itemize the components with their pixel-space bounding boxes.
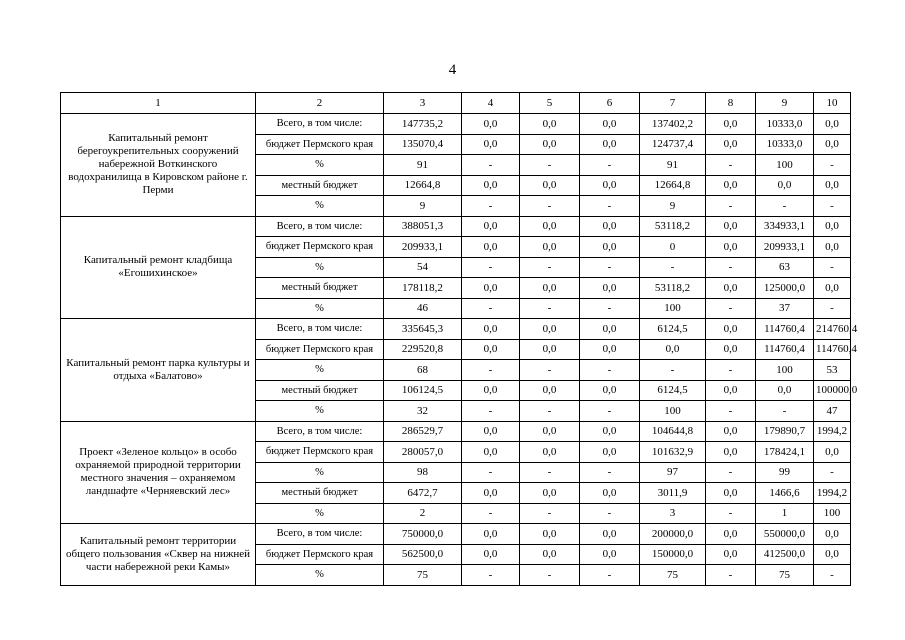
table-cell: 0,0: [520, 524, 580, 545]
table-cell: 3011,9: [640, 483, 706, 504]
funding-source: местный бюджет: [256, 175, 384, 196]
table-cell: -: [814, 257, 851, 278]
project-name: Капитальный ремонт территории общего пользования «Сквер на нижней части набережной реки Камы»: [61, 524, 256, 586]
table-cell: 0,0: [462, 114, 520, 135]
table-cell: 53118,2: [640, 278, 706, 299]
table-cell: 0,0: [462, 442, 520, 463]
table-cell: 280057,0: [384, 442, 462, 463]
table-cell: -: [462, 257, 520, 278]
column-header: 6: [580, 93, 640, 114]
table-cell: -: [706, 257, 756, 278]
table-cell: 1466,6: [756, 483, 814, 504]
table-cell: -: [640, 360, 706, 381]
funding-source: бюджет Пермского края: [256, 237, 384, 258]
funding-source: бюджет Пермского края: [256, 134, 384, 155]
table-cell: 388051,3: [384, 216, 462, 237]
budget-table: [60, 92, 858, 586]
table-cell: 104644,8: [640, 421, 706, 442]
table-cell: -: [520, 401, 580, 422]
table-cell: 100: [640, 298, 706, 319]
table-cell: 550000,0: [756, 524, 814, 545]
column-header: 5: [520, 93, 580, 114]
project-name: Капитальный ремонт берегоукрепительных сооружений набережной Воткинского водохранилища в Кировском районе г. Перми: [61, 114, 256, 217]
table-cell: 0,0: [462, 134, 520, 155]
funding-source: %: [256, 565, 384, 586]
table-cell: 0,0: [462, 483, 520, 504]
column-header: 3: [384, 93, 462, 114]
project-name: Капитальный ремонт кладбища «Егошихинское»: [61, 216, 256, 319]
table-cell: 750000,0: [384, 524, 462, 545]
table-cell: -: [706, 401, 756, 422]
table-cell: 9: [384, 196, 462, 217]
table-cell: 114760,4: [756, 319, 814, 340]
table-cell: 0,0: [520, 114, 580, 135]
table-cell: 0,0: [580, 339, 640, 360]
table-cell: 114760,4: [814, 339, 851, 360]
funding-source: %: [256, 257, 384, 278]
table-cell: -: [462, 196, 520, 217]
table-cell: 0,0: [756, 175, 814, 196]
table-cell: -: [462, 565, 520, 586]
table-cell: 200000,0: [640, 524, 706, 545]
table-cell: 0,0: [462, 216, 520, 237]
table-cell: -: [706, 462, 756, 483]
table-cell: 214760,4: [814, 319, 851, 340]
funding-source: бюджет Пермского края: [256, 544, 384, 565]
table-cell: 0,0: [706, 114, 756, 135]
table-cell: -: [520, 155, 580, 176]
table-cell: -: [814, 565, 851, 586]
table-cell: -: [462, 462, 520, 483]
table-cell: 53118,2: [640, 216, 706, 237]
table-cell: 0,0: [580, 134, 640, 155]
table-header-row: [61, 93, 851, 114]
table-cell: 2: [384, 503, 462, 524]
table-cell: 100: [756, 155, 814, 176]
table-cell: 1: [756, 503, 814, 524]
table-cell: 0,0: [706, 216, 756, 237]
table-cell: 9: [640, 196, 706, 217]
table-cell: -: [520, 196, 580, 217]
table-cell: 0,0: [580, 319, 640, 340]
project-name: Капитальный ремонт парка культуры и отдыха «Балатово»: [61, 319, 256, 422]
table-cell: 412500,0: [756, 544, 814, 565]
table-cell: 0,0: [520, 421, 580, 442]
table-cell: 125000,0: [756, 278, 814, 299]
table-cell: 0,0: [706, 524, 756, 545]
table-cell: 0,0: [580, 237, 640, 258]
table-row: [61, 319, 851, 340]
table-cell: -: [462, 298, 520, 319]
table-cell: 106124,5: [384, 380, 462, 401]
table-cell: 0,0: [462, 339, 520, 360]
table-cell: 0,0: [640, 339, 706, 360]
table-cell: 0,0: [580, 483, 640, 504]
table-cell: -: [462, 503, 520, 524]
table-cell: -: [640, 257, 706, 278]
table-cell: -: [814, 196, 851, 217]
table-cell: 6124,5: [640, 380, 706, 401]
table-cell: -: [814, 155, 851, 176]
funding-source: бюджет Пермского края: [256, 442, 384, 463]
funding-source: %: [256, 503, 384, 524]
funding-source: местный бюджет: [256, 483, 384, 504]
table-cell: -: [814, 298, 851, 319]
table-cell: 101632,9: [640, 442, 706, 463]
table-cell: -: [580, 257, 640, 278]
table-cell: 0: [640, 237, 706, 258]
table-cell: 0,0: [814, 524, 851, 545]
table-cell: -: [462, 401, 520, 422]
table-cell: -: [580, 401, 640, 422]
table-cell: 0,0: [580, 421, 640, 442]
table-cell: 3: [640, 503, 706, 524]
table-cell: 147735,2: [384, 114, 462, 135]
table-cell: 6124,5: [640, 319, 706, 340]
table-cell: 209933,1: [384, 237, 462, 258]
table-cell: 68: [384, 360, 462, 381]
table-cell: 0,0: [462, 421, 520, 442]
table-cell: 32: [384, 401, 462, 422]
column-header: 4: [462, 93, 520, 114]
column-header: 2: [256, 93, 384, 114]
table-cell: 0,0: [706, 175, 756, 196]
funding-source: местный бюджет: [256, 278, 384, 299]
table-cell: 229520,8: [384, 339, 462, 360]
table-cell: 0,0: [520, 483, 580, 504]
table-cell: 98: [384, 462, 462, 483]
table-cell: 179890,7: [756, 421, 814, 442]
table-cell: 0,0: [580, 442, 640, 463]
table-cell: 0,0: [580, 114, 640, 135]
table-cell: 0,0: [462, 237, 520, 258]
table-cell: -: [520, 462, 580, 483]
table-cell: -: [706, 155, 756, 176]
funding-source: местный бюджет: [256, 380, 384, 401]
table-cell: 0,0: [520, 380, 580, 401]
table-cell: 10333,0: [756, 134, 814, 155]
table-cell: 0,0: [814, 278, 851, 299]
table-cell: -: [580, 155, 640, 176]
table-cell: 286529,7: [384, 421, 462, 442]
table-row: [61, 421, 851, 442]
funding-source: Всего, в том числе:: [256, 319, 384, 340]
table-cell: 46: [384, 298, 462, 319]
table-cell: -: [580, 298, 640, 319]
table-cell: 137402,2: [640, 114, 706, 135]
table-cell: -: [580, 360, 640, 381]
table-cell: 334933,1: [756, 216, 814, 237]
table-cell: -: [756, 401, 814, 422]
table-cell: -: [520, 360, 580, 381]
table-cell: 0,0: [520, 544, 580, 565]
funding-source: %: [256, 360, 384, 381]
table-cell: 0,0: [580, 175, 640, 196]
table-cell: -: [462, 155, 520, 176]
page-number: 4: [448, 62, 457, 78]
table-row: [61, 216, 851, 237]
table-cell: 0,0: [462, 175, 520, 196]
funding-source: %: [256, 462, 384, 483]
table-cell: 0,0: [706, 278, 756, 299]
table-cell: 0,0: [580, 544, 640, 565]
table-cell: 0,0: [520, 134, 580, 155]
table-cell: 0,0: [520, 319, 580, 340]
table-cell: 150000,0: [640, 544, 706, 565]
table-cell: 0,0: [462, 544, 520, 565]
table-cell: 47: [814, 401, 851, 422]
column-header: 7: [640, 93, 706, 114]
project-name: Проект «Зеленое кольцо» в особо охраняемой природной территории местного значения – охраняемом ландшафте «Черняевский лес»: [61, 421, 256, 524]
table-cell: 0,0: [462, 380, 520, 401]
table-cell: -: [520, 565, 580, 586]
table-cell: -: [520, 503, 580, 524]
table-cell: 0,0: [814, 544, 851, 565]
table-cell: 0,0: [520, 442, 580, 463]
funding-source: %: [256, 196, 384, 217]
table-cell: 0,0: [814, 216, 851, 237]
table-cell: 91: [384, 155, 462, 176]
table-cell: 0,0: [520, 216, 580, 237]
table-cell: 0,0: [706, 380, 756, 401]
column-header: 9: [756, 93, 814, 114]
table-cell: 54: [384, 257, 462, 278]
table-cell: 0,0: [462, 524, 520, 545]
table-cell: 124737,4: [640, 134, 706, 155]
table-cell: -: [706, 503, 756, 524]
table-cell: 97: [640, 462, 706, 483]
table-cell: 0,0: [520, 175, 580, 196]
table-cell: -: [814, 462, 851, 483]
table-row: [61, 114, 851, 135]
table-cell: 0,0: [706, 134, 756, 155]
table-cell: -: [580, 565, 640, 586]
funding-source: Всего, в том числе:: [256, 524, 384, 545]
table-cell: 0,0: [706, 421, 756, 442]
table-cell: 209933,1: [756, 237, 814, 258]
table-cell: 0,0: [814, 175, 851, 196]
table-cell: 99: [756, 462, 814, 483]
table-cell: 135070,4: [384, 134, 462, 155]
table-cell: 335645,3: [384, 319, 462, 340]
table-cell: 91: [640, 155, 706, 176]
table-cell: 0,0: [462, 319, 520, 340]
table-cell: 0,0: [706, 544, 756, 565]
table-cell: 178118,2: [384, 278, 462, 299]
table-row: [61, 524, 851, 545]
table-cell: 0,0: [706, 339, 756, 360]
table-cell: 12664,8: [640, 175, 706, 196]
table-cell: 1994,2: [814, 421, 851, 442]
funding-source: бюджет Пермского края: [256, 339, 384, 360]
table-cell: 0,0: [756, 380, 814, 401]
table-cell: -: [756, 196, 814, 217]
column-header: 1: [61, 93, 256, 114]
table-cell: 100: [640, 401, 706, 422]
funding-source: Всего, в том числе:: [256, 216, 384, 237]
table-cell: 100: [814, 503, 851, 524]
table-cell: 75: [756, 565, 814, 586]
column-header: 8: [706, 93, 756, 114]
funding-source: %: [256, 401, 384, 422]
table-body: [61, 114, 858, 586]
table-cell: 75: [640, 565, 706, 586]
table-cell: -: [520, 298, 580, 319]
table-cell: 1994,2: [814, 483, 851, 504]
table-cell: 0,0: [462, 278, 520, 299]
table-cell: 12664,8: [384, 175, 462, 196]
funding-source: %: [256, 155, 384, 176]
table-cell: 562500,0: [384, 544, 462, 565]
table-cell: 63: [756, 257, 814, 278]
table-cell: 114760,4: [756, 339, 814, 360]
table-cell: -: [706, 360, 756, 381]
table-cell: 100000,0: [814, 380, 851, 401]
table-cell: 0,0: [706, 442, 756, 463]
table-cell: 10333,0: [756, 114, 814, 135]
table-cell: -: [706, 298, 756, 319]
table-cell: 75: [384, 565, 462, 586]
table-cell: 0,0: [580, 380, 640, 401]
table-cell: 0,0: [814, 134, 851, 155]
table-cell: -: [580, 196, 640, 217]
table-cell: 6472,7: [384, 483, 462, 504]
table-cell: 178424,1: [756, 442, 814, 463]
table-cell: -: [462, 360, 520, 381]
funding-source: %: [256, 298, 384, 319]
table-cell: 37: [756, 298, 814, 319]
table-cell: 0,0: [706, 319, 756, 340]
funding-source: Всего, в том числе:: [256, 114, 384, 135]
table-cell: -: [706, 565, 756, 586]
table-cell: 100: [756, 360, 814, 381]
table-cell: 0,0: [580, 278, 640, 299]
table-cell: -: [580, 503, 640, 524]
funding-source: Всего, в том числе:: [256, 421, 384, 442]
table-cell: 0,0: [580, 216, 640, 237]
table-cell: 0,0: [706, 483, 756, 504]
table-cell: 0,0: [520, 339, 580, 360]
table-cell: 0,0: [520, 237, 580, 258]
table-cell: 0,0: [814, 442, 851, 463]
column-header: 10: [814, 93, 851, 114]
table-cell: 53: [814, 360, 851, 381]
table-cell: 0,0: [706, 237, 756, 258]
table-cell: 0,0: [814, 114, 851, 135]
table-cell: -: [706, 196, 756, 217]
table-cell: 0,0: [520, 278, 580, 299]
table-cell: 0,0: [814, 237, 851, 258]
table-cell: 0,0: [580, 524, 640, 545]
table-cell: -: [520, 257, 580, 278]
table-cell: -: [580, 462, 640, 483]
